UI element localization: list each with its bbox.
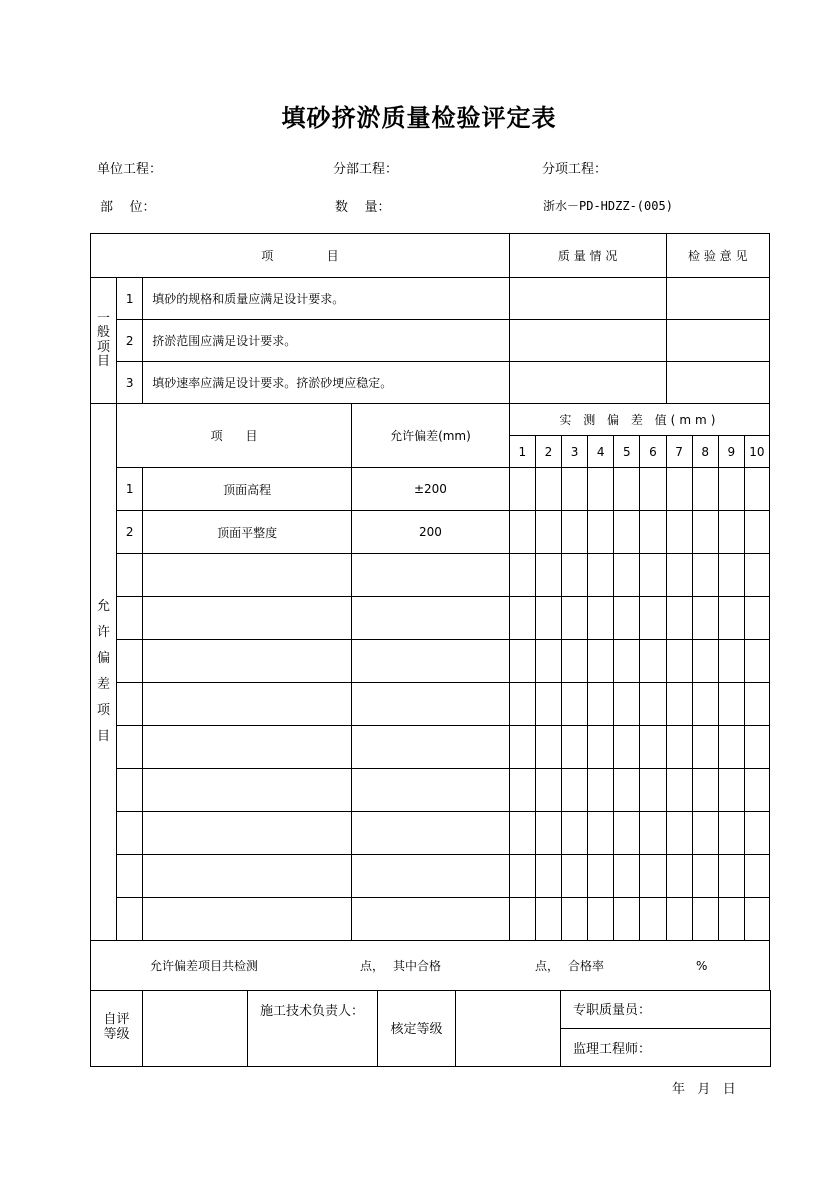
empty-deviation-row xyxy=(91,855,770,898)
empty-deviation-row xyxy=(91,769,770,812)
measure-col-number: 4 xyxy=(588,436,614,468)
measure-cell[interactable] xyxy=(640,468,666,511)
measure-col-number: 8 xyxy=(692,436,718,468)
measure-cell[interactable] xyxy=(614,468,640,511)
tech-lead-cell[interactable] xyxy=(248,990,378,1066)
summary-text-checked: 允许偏差项目共检测 xyxy=(150,959,259,973)
general-row-text: 挤淤范围应满足设计要求。 xyxy=(143,320,510,362)
form-code: 浙水－PD-HDZZ-(005) xyxy=(543,199,673,213)
measure-cell[interactable] xyxy=(588,511,614,554)
tolerance-header: 允许偏差(mm) xyxy=(352,404,510,468)
table-header-row xyxy=(91,234,770,278)
measure-col-number: 1 xyxy=(509,436,535,468)
general-row-number: 1 xyxy=(117,278,143,320)
deviation-item-header: 项 目 xyxy=(117,404,352,468)
measure-col-number: 10 xyxy=(744,436,769,468)
measure-col-number: 9 xyxy=(718,436,744,468)
general-row-text: 填砂的规格和质量应满足设计要求。 xyxy=(143,278,510,320)
division-project-label: 分部工程： xyxy=(333,162,399,177)
quantity-label: 数 量： xyxy=(335,200,391,215)
empty-deviation-row xyxy=(91,812,770,855)
inspection-table xyxy=(90,233,770,991)
unit-project-label: 单位工程： xyxy=(97,162,163,177)
empty-deviation-row xyxy=(91,726,770,769)
measure-cell[interactable] xyxy=(744,468,769,511)
measure-cell[interactable] xyxy=(718,511,744,554)
summary-text-percent: % xyxy=(696,959,708,973)
quality-cell[interactable] xyxy=(509,320,666,362)
supervisor-cell[interactable] xyxy=(561,1028,771,1066)
quality-header: 质 量 情 况 xyxy=(509,234,666,278)
quality-cell[interactable] xyxy=(509,278,666,320)
empty-deviation-row xyxy=(91,683,770,726)
deviation-row-number: 2 xyxy=(117,511,143,554)
location-label: 部 位： xyxy=(100,200,156,215)
general-row xyxy=(91,278,770,320)
deviation-items-label: 允许偏差项目 xyxy=(91,404,117,941)
summary-text-points: 点， xyxy=(360,959,385,973)
measure-cell[interactable] xyxy=(744,511,769,554)
measure-cell[interactable] xyxy=(562,468,588,511)
opinion-cell[interactable] xyxy=(666,278,769,320)
summary-row xyxy=(91,941,770,991)
verify-grade-cell[interactable] xyxy=(456,990,561,1066)
deviation-header-row xyxy=(91,404,770,436)
item-header: 项 目 xyxy=(91,234,510,278)
measure-cell[interactable] xyxy=(692,511,718,554)
opinion-cell[interactable] xyxy=(666,320,769,362)
deviation-row xyxy=(91,511,770,554)
general-items-label: 一般项目 xyxy=(91,278,117,404)
measure-col-number: 2 xyxy=(535,436,561,468)
deviation-row xyxy=(91,468,770,511)
general-row-number: 3 xyxy=(117,362,143,404)
quality-officer-label: 专职质量员： xyxy=(573,1003,652,1019)
verify-grade-label: 核定等级 xyxy=(378,990,456,1066)
general-row-number: 2 xyxy=(117,320,143,362)
general-row xyxy=(91,362,770,404)
measure-cell[interactable] xyxy=(509,511,535,554)
measure-col-number: 5 xyxy=(614,436,640,468)
deviation-row-item: 顶面高程 xyxy=(143,468,352,511)
empty-deviation-row xyxy=(91,597,770,640)
deviation-row-number: 1 xyxy=(117,468,143,511)
self-eval-label: 自评等级 xyxy=(91,990,143,1066)
general-row xyxy=(91,320,770,362)
measure-cell[interactable] xyxy=(535,468,561,511)
deviation-row-tolerance: 200 xyxy=(352,511,510,554)
measure-col-number: 3 xyxy=(562,436,588,468)
measure-cell[interactable] xyxy=(718,468,744,511)
measure-cell[interactable] xyxy=(562,511,588,554)
measured-header: 实 测 偏 差 值(mm) xyxy=(509,404,769,436)
opinion-cell[interactable] xyxy=(666,362,769,404)
measure-cell[interactable] xyxy=(666,468,692,511)
measure-cell[interactable] xyxy=(614,511,640,554)
measure-cell[interactable] xyxy=(588,468,614,511)
supervisor-label: 监理工程师： xyxy=(573,1041,652,1057)
measure-cell[interactable] xyxy=(666,511,692,554)
empty-deviation-row xyxy=(91,640,770,683)
item-project-label: 分项工程： xyxy=(542,162,608,177)
general-row-text: 填砂速率应满足设计要求。挤淤砂埂应稳定。 xyxy=(143,362,510,404)
summary-text-qualified: 其中合格 xyxy=(393,959,442,973)
self-eval-grade-cell[interactable] xyxy=(143,990,248,1066)
empty-deviation-row xyxy=(91,898,770,941)
deviation-row-item: 顶面平整度 xyxy=(143,511,352,554)
measure-col-number: 7 xyxy=(666,436,692,468)
summary-text-rate: 合格率 xyxy=(568,959,605,973)
quality-officer-cell[interactable] xyxy=(561,990,771,1028)
measure-cell[interactable] xyxy=(535,511,561,554)
quality-cell[interactable] xyxy=(509,362,666,404)
tech-lead-label: 施工技术负责人： xyxy=(260,1004,365,1019)
deviation-row-tolerance: ±200 xyxy=(352,468,510,511)
summary-text-points2: 点， xyxy=(535,959,560,973)
measure-cell[interactable] xyxy=(509,468,535,511)
measure-cell[interactable] xyxy=(640,511,666,554)
empty-deviation-row xyxy=(91,554,770,597)
measure-col-number: 6 xyxy=(640,436,666,468)
summary-cell xyxy=(91,941,770,991)
date-line: 年 月 日 xyxy=(672,1082,736,1097)
opinion-header: 检 验 意 见 xyxy=(666,234,769,278)
form-title: 填砂挤淤质量检验评定表 xyxy=(281,104,557,132)
measure-cell[interactable] xyxy=(692,468,718,511)
evaluation-footer-table xyxy=(90,990,771,1067)
